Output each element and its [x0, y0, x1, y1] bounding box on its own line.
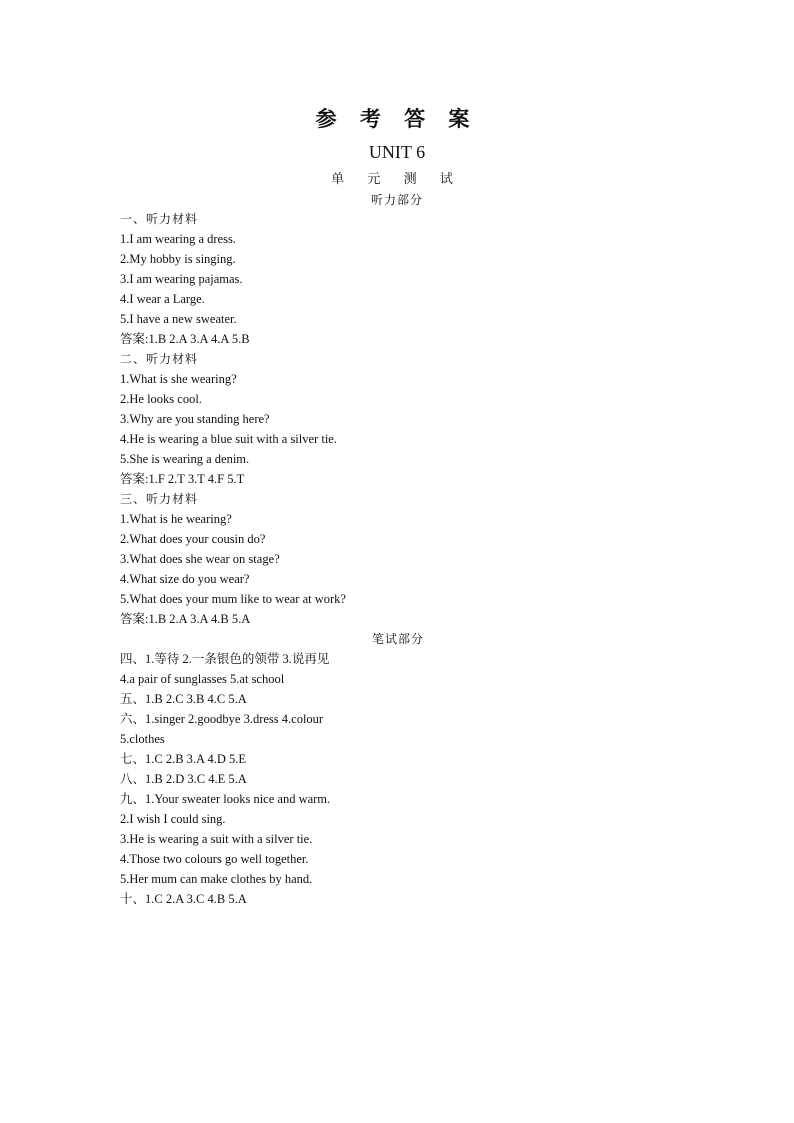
answer-line: 3.Why are you standing here? — [120, 412, 270, 426]
answer-line: 4.Those two colours go well together. — [120, 852, 309, 866]
answer-line: 3.He is wearing a suit with a silver tie. — [120, 832, 313, 846]
page-title: 参 考 答 案 — [315, 107, 479, 131]
answer-line: 4.What size do you wear? — [120, 572, 250, 586]
answer-line: 答案:1.F 2.T 3.T 4.F 5.T — [120, 472, 245, 486]
answer-line: 5.She is wearing a denim. — [120, 452, 250, 466]
answer-line: 1.What is he wearing? — [120, 512, 232, 526]
unit-heading: UNIT 6 — [368, 142, 426, 162]
answer-line: 3.I am wearing pajamas. — [120, 272, 243, 286]
answer-line: 5.I have a new sweater. — [120, 312, 237, 326]
answer-line: 1.What is she wearing? — [120, 372, 237, 386]
answer-line: 九、1.Your sweater looks nice and warm. — [120, 792, 331, 806]
answer-line: 4.He is wearing a blue suit with a silver tie. — [120, 432, 337, 446]
answer-line: 5.Her mum can make clothes by hand. — [120, 872, 313, 886]
answer-line: 2.I wish I could sing. — [120, 812, 226, 826]
answer-line: 三、听力材料 — [120, 492, 199, 506]
answer-line: 七、1.C 2.B 3.A 4.D 5.E — [120, 752, 247, 766]
answer-line: 4.a pair of sunglasses 5.at school — [120, 672, 285, 686]
answer-line: 2.He looks cool. — [120, 392, 202, 406]
answer-line: 答案:1.B 2.A 3.A 4.B 5.A — [120, 612, 251, 626]
answer-line: 4.I wear a Large. — [120, 292, 205, 306]
listening-section-heading: 听力部分 — [370, 193, 423, 207]
answer-line: 3.What does she wear on stage? — [120, 552, 280, 566]
answer-line: 答案:1.B 2.A 3.A 4.A 5.B — [120, 332, 250, 346]
answer-line: 四、1.等待 2.一条银色的领带 3.说再见 — [120, 652, 330, 666]
answer-line: 六、1.singer 2.goodbye 3.dress 4.colour — [120, 712, 324, 726]
answer-line: 一、听力材料 — [120, 212, 199, 226]
answer-list — [120, 209, 680, 909]
answer-line: 1.I am wearing a dress. — [120, 232, 236, 246]
answer-line: 五、1.B 2.C 3.B 4.C 5.A — [120, 692, 247, 706]
answer-line: 十、1.C 2.A 3.C 4.B 5.A — [120, 892, 247, 906]
written-section-heading: 笔试部分 — [371, 632, 424, 646]
answer-line: 5.clothes — [120, 732, 165, 746]
unit-test-subtitle: 单 元 测 试 — [331, 171, 463, 186]
answer-line: 5.What does your mum like to wear at work? — [120, 592, 346, 606]
answer-line: 2.My hobby is singing. — [120, 252, 236, 266]
answer-line: 二、听力材料 — [120, 352, 199, 366]
answer-line: 八、1.B 2.D 3.C 4.E 5.A — [120, 772, 247, 786]
answer-line: 2.What does your cousin do? — [120, 532, 266, 546]
